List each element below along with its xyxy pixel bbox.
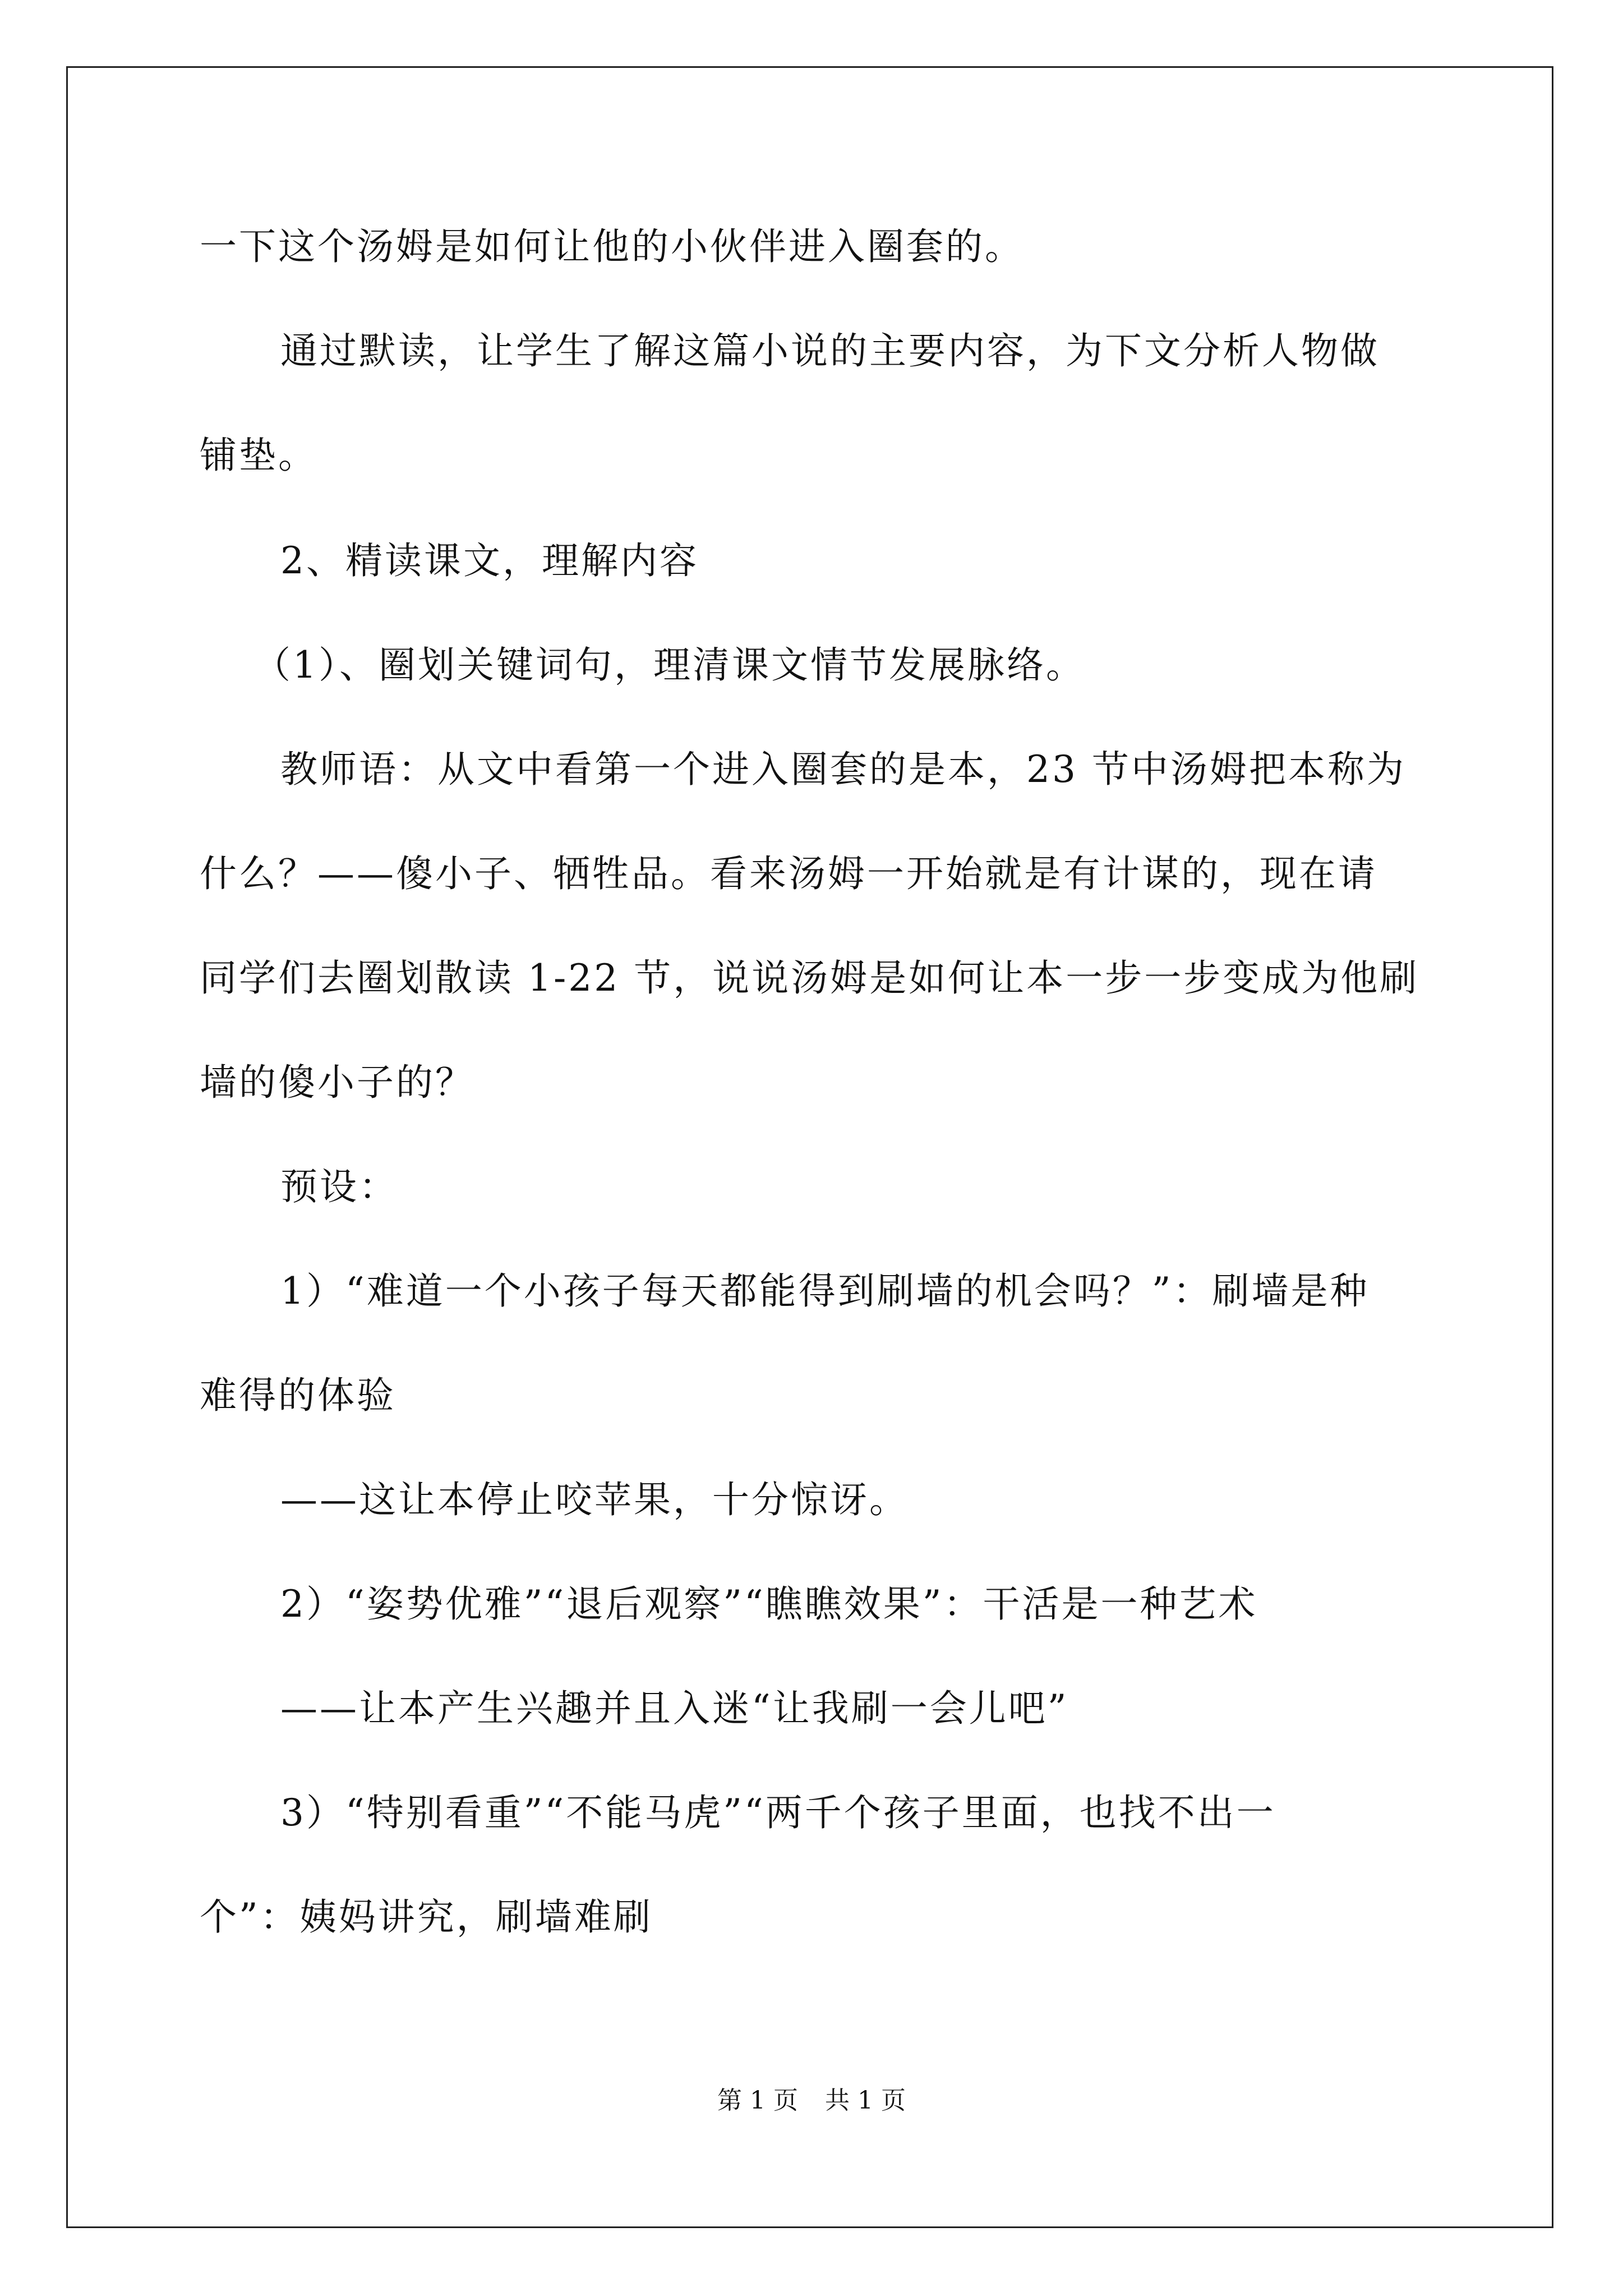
- text-line: 3）“特别看重”“不能马虎”“两千个孩子里面，也找不出一: [280, 1791, 1276, 1834]
- page-footer: [0, 2084, 1623, 2118]
- text-line: 个”：姨妈讲究，刷墙难刷: [200, 1895, 653, 1939]
- text-line: ——让本产生兴趣并且入迷“让我刷一会儿吧”: [280, 1687, 1069, 1730]
- text-line: 1）“难道一个小孩子每天都能得到刷墙的机会吗？”：刷墙是种: [280, 1269, 1370, 1313]
- text-line: 2）“姿势优雅”“退后观察”“瞧瞧效果”：干活是一种艺术: [280, 1582, 1258, 1626]
- text-line: 预设：: [280, 1165, 398, 1208]
- text-line: 同学们去圈划散读 1-22 节，说说汤姆是如何让本一步一步变成为他刷: [200, 956, 1419, 1000]
- text-line: 教师语：从文中看第一个进入圈套的是本，23 节中汤姆把本称为: [280, 748, 1406, 791]
- text-line: 铺垫。: [200, 434, 317, 477]
- page-total: 共 1 页: [825, 2086, 906, 2115]
- text-line: 难得的体验: [200, 1374, 396, 1417]
- text-line: 2、精读课文，理解内容: [280, 539, 699, 582]
- page-number: 第 1 页: [717, 2086, 798, 2115]
- text-line: 墙的傻小子的？: [200, 1061, 474, 1104]
- text-line: ——这让本停止咬苹果，十分惊讶。: [280, 1478, 909, 1521]
- text-line: 通过默读，让学生了解这篇小说的主要内容，为下文分析人物做: [280, 329, 1380, 372]
- text-line: （1）、圈划关键词句，理清课文情节发展脉络。: [253, 643, 1085, 687]
- text-line: 一下这个汤姆是如何让他的小伙伴进入圈套的。: [200, 225, 1024, 268]
- text-line: 什么？——傻小子、牺牲品。看来汤姆一开始就是有计谋的，现在请: [200, 852, 1377, 895]
